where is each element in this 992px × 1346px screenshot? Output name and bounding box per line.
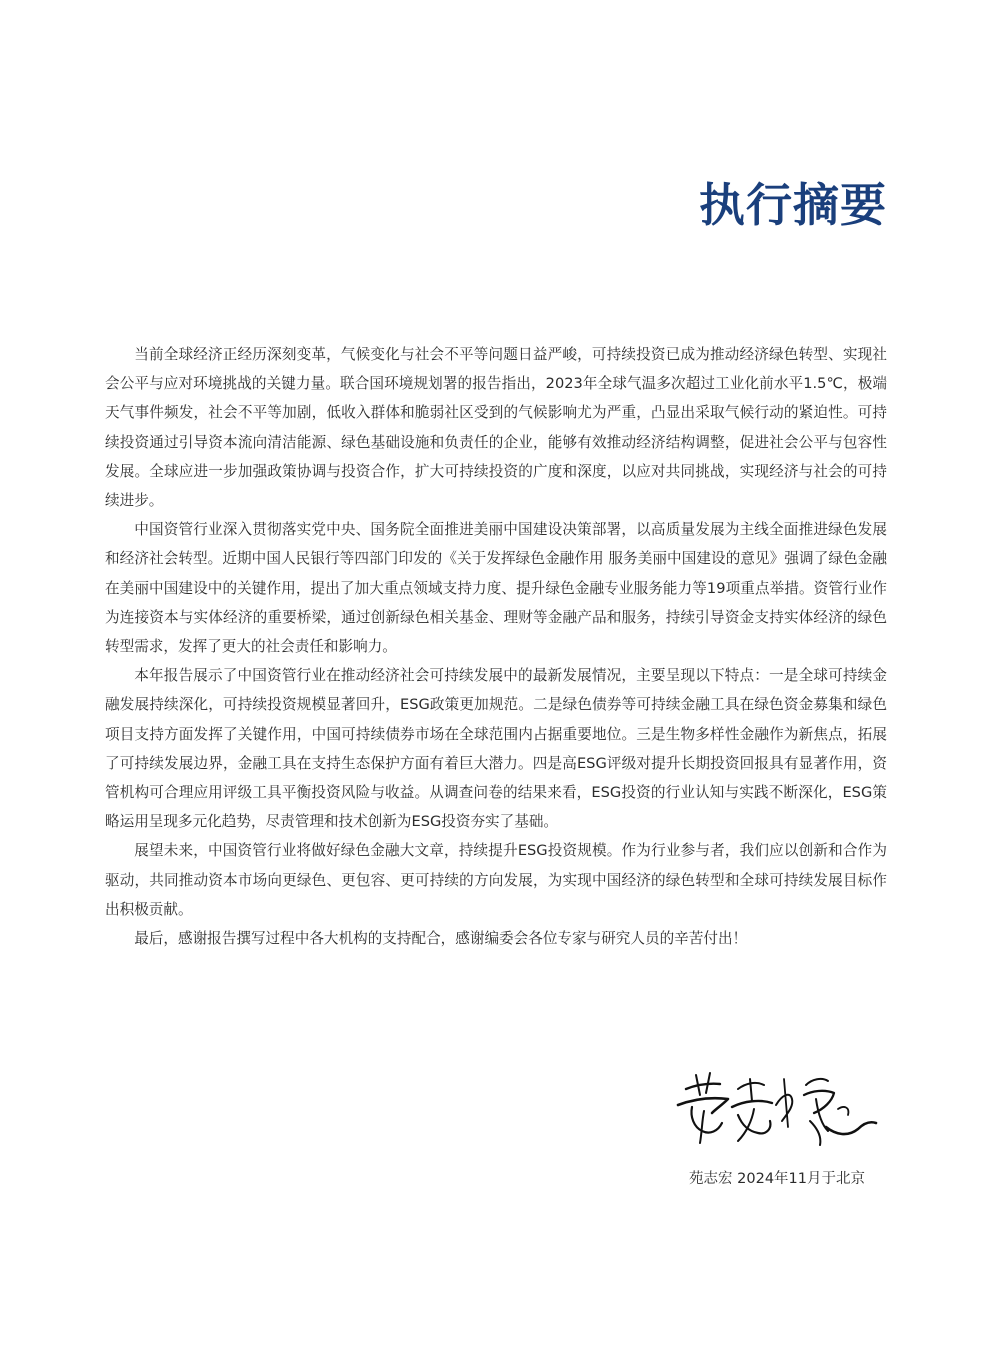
paragraph-2: 中国资管行业深入贯彻落实党中央、国务院全面推进美丽中国建设决策部署，以高质量发展为主线全面推进绿色发展和经济社会转型。近期中国人民银行等四部门印发的《关于发挥绿色金融作用 服务美丽中国建设的意见》强调了绿色金融在美丽中国建设中的关键作用，提出了加大重点领域支持力度、提升绿色金融专业服务能力等19项重点举措。资管行业作为连接资本与实体经济的重要桥梁，通过创新绿色相关基金、理财等金融产品和服务，持续引导资金支持实体经济的绿色转型需求，发挥了更大的社会责任和影响力。 (105, 521, 887, 656)
paragraph-4: 展望未来，中国资管行业将做好绿色金融大文章，持续提升ESG投资规模。作为行业参与者，我们应以创新和合作为驱动，共同推动资本市场向更绿色、更包容、更可持续的方向发展，为实现中国经济的绿色转型和全球可持续发展目标作出积极贡献。 (105, 842, 887, 918)
paragraph-5: 最后，感谢报告撰写过程中各大机构的支持配合，感谢编委会各位专家与研究人员的辛苦付出！ (134, 930, 748, 948)
page-title: 执行摘要 (699, 178, 887, 232)
summary-body (105, 340, 887, 953)
signature-line: 苑志宏 2024年11月于北京 (689, 1171, 865, 1187)
handwritten-signature (672, 1065, 882, 1165)
paragraph-1: 当前全球经济正经历深刻变革，气候变化与社会不平等问题日益严峻，可持续投资已成为推动经济绿色转型、实现社会公平与应对环境挑战的关键力量。联合国环境规划署的报告指出，2023年全球气温多次超过工业化前水平1.5℃，极端天气事件频发，社会不平等加剧，低收入群体和脆弱社区受到的气候影响尤为严重，凸显出采取气候行动的紧迫性。可持续投资通过引导资本流向清洁能源、绿色基础设施和负责任的企业，能够有效推动经济结构调整，促进社会公平与包容性发展。全球应进一步加强政策协调与投资合作，扩大可持续投资的广度和深度，以应对共同挑战，实现经济与社会的可持续进步。 (105, 346, 887, 510)
paragraph-3: 本年报告展示了中国资管行业在推动经济社会可持续发展中的最新发展情况，主要呈现以下特点：一是全球可持续金融发展持续深化，可持续投资规模显著回升，ESG政策更加规范。二是绿色债券等可持续金融工具在绿色资金募集和绿色项目支持方面发挥了关键作用，中国可持续债券市场在全球范围内占据重要地位。三是生物多样性金融作为新焦点，拓展了可持续发展边界，金融工具在支持生态保护方面有着巨大潜力。四是高ESG评级对提升长期投资回报具有显著作用，资管机构可合理应用评级工具平衡投资风险与收益。从调查问卷的结果来看，ESG投资的行业认知与实践不断深化，ESG策略运用呈现多元化趋势，尽责管理和技术创新为ESG投资夯实了基础。 (105, 667, 887, 831)
